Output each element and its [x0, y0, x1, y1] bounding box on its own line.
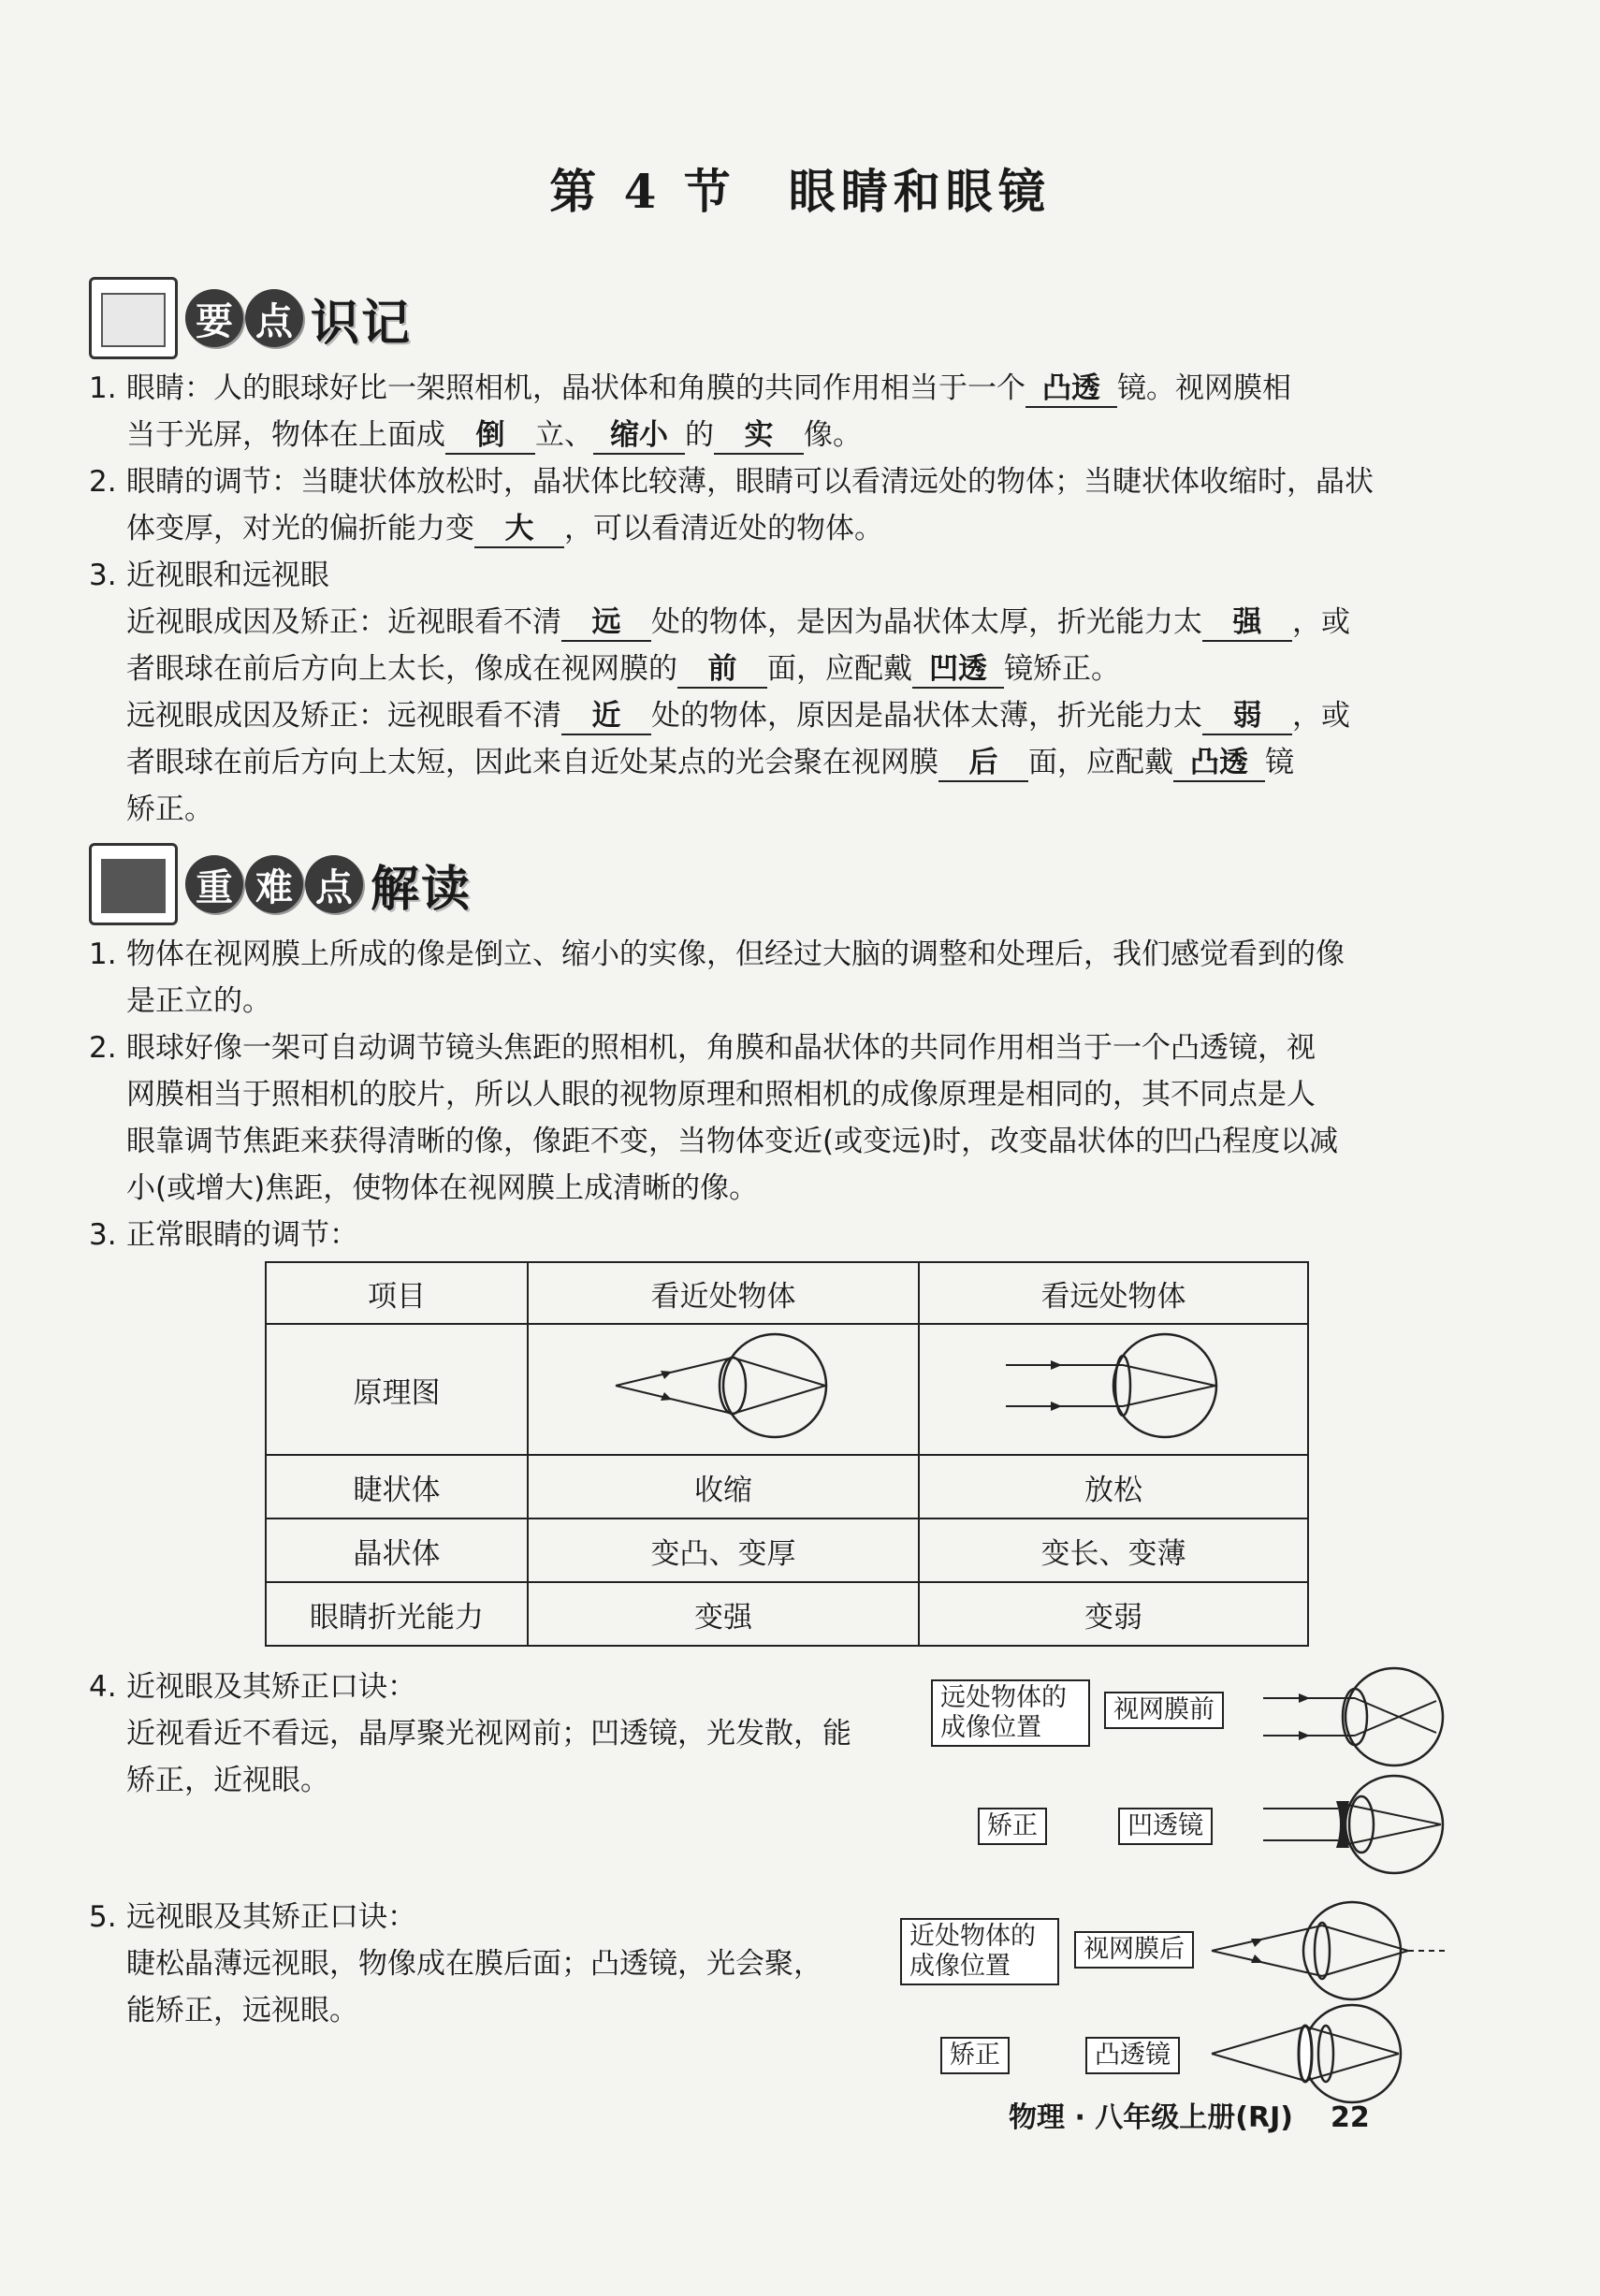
myopia-corrected-eye-diagram [1263, 1773, 1450, 1876]
answer-blank: 缩小 [593, 417, 685, 455]
list-item: 3. 正常眼睛的调节： [89, 1218, 358, 1252]
answer-blank: 倒 [445, 417, 535, 455]
section-header-difficulties [89, 837, 472, 931]
header-bubble: 重 [185, 855, 243, 913]
myopia-rhyme: 4. 近视眼及其矫正口诀： 近视看近不看远，晶厚聚光视网前；凹透镜，光发散，能 矫正，近视眼。 [89, 1670, 851, 1797]
answer-blank: 凹透 [912, 651, 1004, 689]
hyperopia-corrected-eye-diagram [1212, 2002, 1455, 2105]
concave-lens-label: 凹透镜 [1118, 1808, 1213, 1845]
answer-blank: 凸透 [1173, 745, 1265, 782]
eye-adjustment-table [265, 1261, 1309, 1647]
answer-blank: 前 [677, 651, 767, 689]
table-header: 项目 [266, 1262, 528, 1324]
near-object-image-position-label: 近处物体的 成像位置 [900, 1918, 1059, 1985]
answer-blank: 凸透 [1025, 371, 1117, 408]
myopia-eye-diagram [1263, 1665, 1450, 1768]
header-bubble: 要 [185, 289, 243, 347]
answer-blank: 远 [561, 604, 651, 642]
section-header-text: 识记 [311, 295, 413, 352]
answer-blank: 强 [1202, 604, 1292, 642]
answer-blank: 后 [938, 745, 1028, 782]
far-eye-diagram [1006, 1330, 1221, 1442]
answer-blank: 弱 [1202, 698, 1292, 735]
list-item: 1. 眼睛：人的眼球好比一架照相机，晶状体和角膜的共同作用相当于一个 凸透 镜。视网膜相 [89, 365, 1455, 412]
hyperopia-eye-diagram [1212, 1899, 1455, 2002]
book-name: 物理 · 八年级上册(RJ) [1009, 2101, 1293, 2134]
page-footer [1009, 2094, 1370, 2135]
near-vision-diagram-cell [528, 1324, 919, 1455]
section-header-key-points [89, 271, 412, 365]
far-object-image-position-label: 远处物体的 成像位置 [931, 1679, 1090, 1747]
section-header-text: 解读 [371, 861, 473, 918]
list-item: 2. 眼球好像一架可自动调节镜头焦距的照相机，角膜和晶状体的共同作用相当于一个凸透镜，视 [89, 1031, 1316, 1065]
difficulties-list: 1. 物体在视网膜上所成的像是倒立、缩小的实像，但经过大脑的调整和处理后，我们感觉看到的像 是正立的。 2. 眼球好像一架可自动调节镜头焦距的照相机，角膜和晶状体的共同作用相当于一个凸透镜，视 网膜相当于照相机的胶片，所以人眼的视物原理和照相机的成像原理是相同的，其不同点是人 眼靠调节焦距来获得清晰的像，像距不变，当物体变近(或变远)时，改变晶状体的凹凸程度以减 小(或增大)焦距，使物体在视网膜上成清晰的像。 3. 正常眼睛的调节： [89, 931, 1455, 1258]
table-header: 看远处物体 [919, 1262, 1308, 1324]
list-item: 1. 物体在视网膜上所成的像是倒立、缩小的实像，但经过大脑的调整和处理后，我们感觉看到的像 [89, 937, 1345, 971]
answer-blank: 近 [561, 698, 651, 735]
table-row: 眼睛折光能力 变强 变弱 [266, 1582, 1308, 1646]
notepad-pencil-icon [89, 277, 178, 359]
page-title: 第 4 节 眼睛和眼镜 [549, 164, 1051, 219]
page-number: 22 [1330, 2101, 1370, 2134]
retina-back-label: 视网膜后 [1074, 1931, 1194, 1969]
answer-blank: 实 [714, 417, 804, 455]
list-item: 2. 眼睛的调节：当睫状体放松时，晶状体比较薄，眼睛可以看清远处的物体；当睫状体收缩时，晶状 [89, 465, 1374, 499]
table-row: 睫状体 收缩 放松 [266, 1455, 1308, 1519]
convex-lens-label: 凸透镜 [1085, 2037, 1180, 2074]
key-points-list: 1. 眼睛：人的眼球好比一架照相机，晶状体和角膜的共同作用相当于一个 凸透 镜。视网膜相 当于光屏，物体在上面成 倒 立、 缩小 的 实 像。 2. 眼睛的调节：当睫状体放松时，晶状体比较薄，眼睛可以看清远处的物体；当睫状体收缩时，晶状 体变厚，对光的偏折能力变 大 ，可以看清近处的物体。 3. 近视眼和远视眼 近视眼成因及矫正：近视眼看不清 远 处的物体，是因为晶状体太厚，折光能力太 强 ，或 者眼球在前后方向上太长，像成在视网膜的 前 面，应配戴 凹透 镜矫正。 远视眼成因及矫正：远视眼看不清 近 处的物体，原因是晶状体太薄，折光能力太 弱 ，或 者眼球在前后方向上太短，因此来自近处某点的光会聚在视网膜 后 面，应配戴 凸透 镜 矫正。 [89, 365, 1455, 833]
hyperopia-rhyme: 5. 远视眼及其矫正口诀： 睫松晶薄远视眼，物像成在膜后面；凸透镜，光会聚， 能矫正，远视眼。 [89, 1900, 822, 2027]
table-row: 晶状体 变凸、变厚 变长、变薄 [266, 1519, 1308, 1582]
header-bubble: 点 [305, 855, 363, 913]
answer-blank: 大 [474, 511, 564, 548]
correction-label: 矫正 [978, 1808, 1047, 1845]
correction-label: 矫正 [940, 2037, 1010, 2074]
blackboard-icon [89, 843, 178, 925]
table-row: 原理图 [266, 1324, 1308, 1455]
retina-front-label: 视网膜前 [1104, 1692, 1224, 1729]
header-bubble: 难 [245, 855, 303, 913]
far-vision-diagram-cell [919, 1324, 1308, 1455]
table-header: 看近处物体 [528, 1262, 919, 1324]
header-bubble: 点 [245, 289, 303, 347]
near-eye-diagram [616, 1330, 831, 1442]
list-item: 3. 近视眼和远视眼 [89, 559, 329, 592]
